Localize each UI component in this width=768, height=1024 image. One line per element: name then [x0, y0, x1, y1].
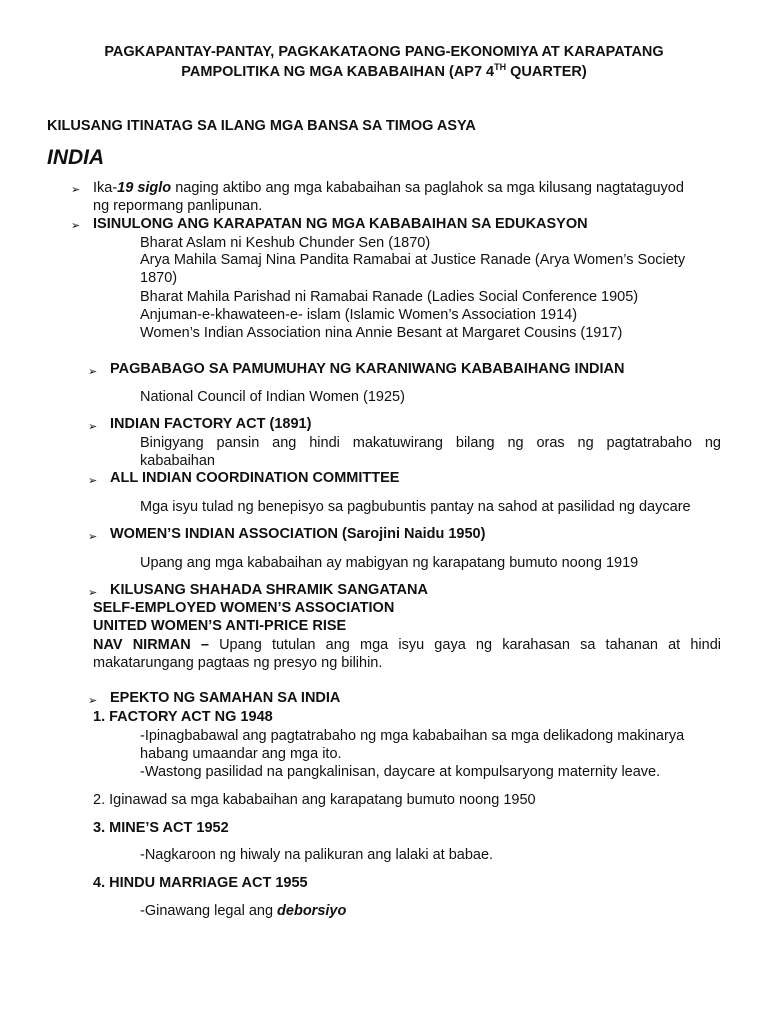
document-title-line-1: PAGKAPANTAY-PANTAY, PAGKAKATAONG PANG-EKONOMIYA AT KARAPATANG [104, 44, 664, 60]
nav-nirman-line-1 [93, 636, 721, 654]
title-line-2-main: PAMPOLITIKA NG MGA KABABAIHAN (AP7 4 [181, 64, 495, 80]
country-heading: INDIA [47, 146, 105, 169]
effect-1-line-3: -Wastong pasilidad na pangkalinisan, daycare at kompulsaryong maternity leave. [140, 764, 661, 780]
bullet-arrow-icon: ➢ [88, 587, 98, 599]
coordination-text: Mga isyu tulad ng benepisyo sa pagbubuntis pantay na sahod at pasilidad ng daycare [140, 499, 691, 515]
sewa-heading: SELF-EMPLOYED WOMEN’S ASSOCIATION [93, 600, 395, 616]
bullet-arrow-icon: ➢ [88, 421, 98, 433]
effect-1-line-1: -Ipinagbabawal ang pagtatrabaho ng mga kababaihan sa mga delikadong makinarya [140, 728, 685, 744]
wia-heading: WOMEN’S INDIAN ASSOCIATION (Sarojini Naidu 1950) [110, 526, 486, 542]
intro-century: 19 siglo [117, 180, 172, 196]
document-title-line-2 [0, 63, 768, 82]
education-item: Arya Mahila Samaj Nina Pandita Ramabai at Justice Ranade (Arya Women’s Society [140, 252, 686, 268]
intro-line-2: ng repormang panlipunan. [93, 198, 263, 214]
effect-4-title: 4. HINDU MARRIAGE ACT 1955 [93, 875, 308, 891]
coordination-heading: ALL INDIAN COORDINATION COMMITTEE [110, 470, 400, 486]
factory-text-line-2: kababaihan [140, 453, 215, 469]
factory-heading: INDIAN FACTORY ACT (1891) [110, 416, 312, 432]
title-superscript: TH [494, 62, 507, 73]
education-item-continued: 1870) [140, 270, 178, 286]
shahada-heading: KILUSANG SHAHADA SHRAMIK SANGATANA [110, 582, 428, 598]
anti-price-rise-heading: UNITED WOMEN’S ANTI-PRICE RISE [93, 618, 347, 634]
factory-text-line-1: Binigyang pansin ang hindi makatuwirang bilang ng oras ng pagtatrabaho ng [140, 435, 721, 451]
intro-line-1 [93, 179, 684, 197]
education-item: Bharat Aslam ni Keshub Chunder Sen (1870) [140, 235, 431, 251]
effect-4-keyword: deborsiyo [277, 903, 347, 919]
bullet-arrow-icon: ➢ [88, 531, 98, 543]
effect-4-pre: -Ginawang legal ang [140, 903, 278, 919]
effect-2: 2. Iginawad sa mga kababaihan ang karapatang bumuto noong 1950 [93, 792, 536, 808]
bullet-arrow-icon: ➢ [88, 475, 98, 487]
education-heading: ISINULONG ANG KARAPATAN NG MGA KABABAIHAN SA EDUKASYON [93, 216, 588, 232]
bullet-arrow-icon: ➢ [71, 184, 81, 196]
intro-post: naging aktibo ang mga kababaihan sa paglahok sa mga kilusang nagtataguyod [171, 180, 684, 196]
nav-nirman-text: Upang tutulan ang mga isyu gaya ng karahasan sa tahanan at hindi [208, 637, 721, 653]
effect-3-title: 3. MINE’S ACT 1952 [93, 820, 229, 836]
nav-nirman-label: NAV NIRMAN – [93, 637, 209, 653]
effect-1-line-2: habang umaandar ang mga ito. [140, 746, 342, 762]
title-line-2-end: QUARTER) [506, 64, 587, 80]
nav-nirman-line-2: makatarungang pagtaas ng presyo ng bilihin. [93, 655, 383, 671]
bullet-arrow-icon: ➢ [71, 220, 81, 232]
bullet-arrow-icon: ➢ [88, 366, 98, 378]
intro-pre: Ika- [93, 180, 118, 196]
change-text: National Council of Indian Women (1925) [140, 389, 405, 405]
effect-1-title: 1. FACTORY ACT NG 1948 [93, 709, 273, 725]
wia-text: Upang ang mga kababaihan ay mabigyan ng karapatang bumuto noong 1919 [140, 555, 639, 571]
education-item: Women’s Indian Association nina Annie Besant at Margaret Cousins (1917) [140, 325, 623, 341]
education-item: Bharat Mahila Parishad ni Ramabai Ranade (Ladies Social Conference 1905) [140, 289, 639, 305]
bullet-arrow-icon: ➢ [88, 695, 98, 707]
education-item: Anjuman-e-khawateen-e- islam (Islamic Women’s Association 1914) [140, 307, 578, 323]
effect-3-text: -Nagkaroon ng hiwaly na palikuran ang lalaki at babae. [140, 847, 494, 863]
change-heading: PAGBABAGO SA PAMUMUHAY NG KARANIWANG KABABAIHANG INDIAN [110, 361, 625, 377]
effects-heading: EPEKTO NG SAMAHAN SA INDIA [110, 690, 341, 706]
section-heading: KILUSANG ITINATAG SA ILANG MGA BANSA SA TIMOG ASYA [47, 118, 476, 134]
effect-4-text [140, 902, 346, 920]
